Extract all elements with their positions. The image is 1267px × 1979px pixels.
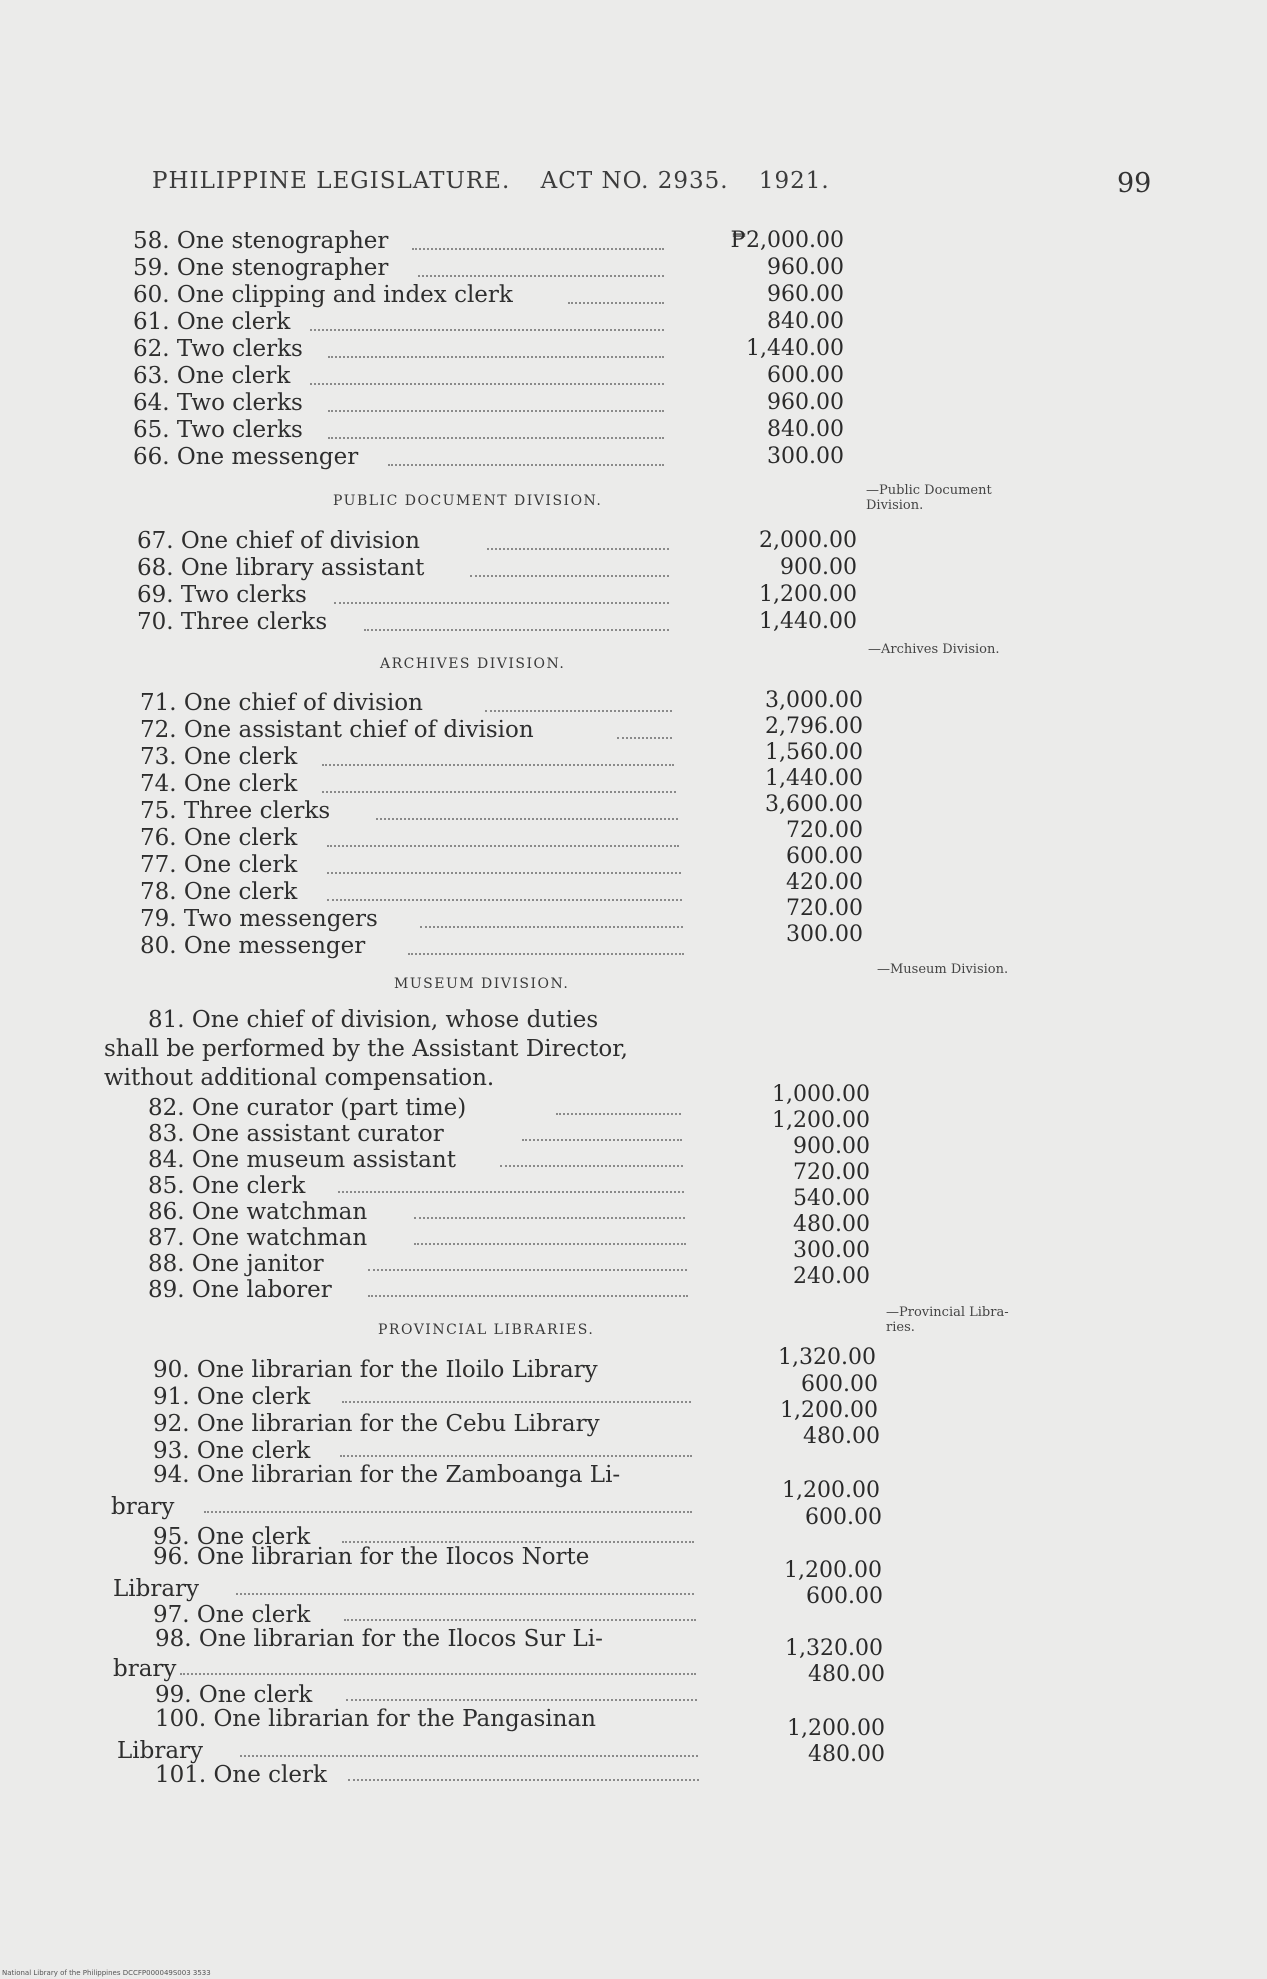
amount-93: 480.00 <box>803 1424 880 1449</box>
heading-archives-division: ARCHIVES DIVISION. <box>380 656 566 672</box>
item-97: 97. One clerk <box>153 1602 311 1628</box>
item-90: 90. One librarian for the Iloilo Library <box>153 1357 598 1383</box>
heading-provincial-libraries: PROVINCIAL LIBRARIES. <box>378 1322 595 1338</box>
header-year: 1921. <box>758 168 830 194</box>
amount-58: ₱2,000.00 <box>730 228 844 253</box>
leader-dots <box>412 248 664 250</box>
amount-88: 300.00 <box>793 1238 870 1263</box>
item-79: 79. Two messengers <box>140 906 378 932</box>
item-100-line1: 100. One librarian for the Pangasinan <box>155 1706 596 1732</box>
item-76: 76. One clerk <box>140 825 298 851</box>
item-82: 82. One curator (part time) <box>148 1095 467 1121</box>
leader-dots <box>408 953 684 955</box>
item-101: 101. One clerk <box>155 1762 327 1788</box>
amount-73: 1,560.00 <box>765 740 863 765</box>
heading-museum-division: MUSEUM DIVISION. <box>394 976 570 992</box>
amount-79: 720.00 <box>786 896 863 921</box>
leader-dots <box>388 464 664 466</box>
item-98-line1: 98. One librarian for the Ilocos Sur Li- <box>155 1626 603 1652</box>
amount-75: 3,600.00 <box>765 792 863 817</box>
margin-note-archives: —Archives Division. <box>868 642 1000 657</box>
leader-dots <box>342 1401 691 1403</box>
leader-dots <box>344 1619 696 1621</box>
amount-64: 960.00 <box>767 390 844 415</box>
item-87: 87. One watchman <box>148 1225 368 1251</box>
leader-dots <box>522 1139 682 1141</box>
item-75: 75. Three clerks <box>140 798 331 824</box>
amount-74: 1,440.00 <box>765 766 863 791</box>
margin-note-museum: —Museum Division. <box>877 962 1009 977</box>
leader-dots <box>327 872 681 874</box>
leader-dots <box>485 710 672 712</box>
item-67: 67. One chief of division <box>137 528 420 554</box>
item-77: 77. One clerk <box>140 852 298 878</box>
header-title: PHILIPPINE LEGISLATURE. <box>152 168 511 194</box>
amount-61: 840.00 <box>767 309 844 334</box>
amount-78: 420.00 <box>786 870 863 895</box>
leader-dots <box>204 1511 692 1513</box>
leader-dots <box>414 1217 685 1219</box>
item-98-line2: brary <box>113 1656 177 1682</box>
amount-70: 1,440.00 <box>759 609 857 634</box>
item-74: 74. One clerk <box>140 771 298 797</box>
item-86: 86. One watchman <box>148 1199 368 1225</box>
amount-92: 1,200.00 <box>780 1398 878 1423</box>
leader-dots <box>327 845 679 847</box>
amount-82: 1,000.00 <box>772 1082 870 1107</box>
leader-dots <box>338 1191 684 1193</box>
amount-94: 1,200.00 <box>782 1478 880 1503</box>
item-91: 91. One clerk <box>153 1384 311 1410</box>
item-85: 85. One clerk <box>148 1173 306 1199</box>
amount-98: 1,320.00 <box>785 1636 883 1661</box>
item-84: 84. One museum assistant <box>148 1147 456 1173</box>
margin-note-line: —Provincial Libra- <box>886 1305 1009 1320</box>
item-81-line3: without additional compensation. <box>104 1065 495 1091</box>
amount-71: 3,000.00 <box>765 688 863 713</box>
leader-dots <box>364 629 669 631</box>
item-59: 59. One stenographer <box>133 255 389 281</box>
leader-dots <box>368 1269 687 1271</box>
item-93: 93. One clerk <box>153 1438 311 1464</box>
leader-dots <box>556 1113 681 1115</box>
leader-dots <box>342 1541 694 1543</box>
amount-86: 540.00 <box>793 1186 870 1211</box>
item-65: 65. Two clerks <box>133 417 303 443</box>
leader-dots <box>418 275 664 277</box>
leader-dots <box>236 1593 694 1595</box>
scan-footer: National Library of the Philippines DCCFP000049S003 3533 <box>2 1969 211 1977</box>
amount-84: 900.00 <box>793 1134 870 1159</box>
item-68: 68. One library assistant <box>137 555 425 581</box>
leader-dots <box>310 329 664 331</box>
amount-85: 720.00 <box>793 1160 870 1185</box>
amount-95: 600.00 <box>805 1505 882 1530</box>
item-95: 95. One clerk <box>153 1524 311 1550</box>
leader-dots <box>568 302 664 304</box>
amount-68: 900.00 <box>780 555 857 580</box>
item-94-line1: 94. One librarian for the Zamboanga Li- <box>153 1462 621 1488</box>
leader-dots <box>376 818 678 820</box>
leader-dots <box>180 1673 696 1675</box>
amount-60: 960.00 <box>767 282 844 307</box>
amount-66: 300.00 <box>767 444 844 469</box>
leader-dots <box>310 383 664 385</box>
item-61: 61. One clerk <box>133 309 291 335</box>
leader-dots <box>240 1755 698 1757</box>
item-99: 99. One clerk <box>155 1682 313 1708</box>
amount-91: 600.00 <box>801 1372 878 1397</box>
item-58: 58. One stenographer <box>133 228 389 254</box>
leader-dots <box>500 1165 683 1167</box>
amount-100: 1,200.00 <box>787 1716 885 1741</box>
item-100-line2: Library <box>117 1738 204 1764</box>
margin-note-line: —Public Document <box>866 483 992 498</box>
leader-dots <box>327 899 682 901</box>
item-81-line2: shall be performed by the Assistant Director, <box>104 1036 628 1062</box>
item-60: 60. One clipping and index clerk <box>133 282 513 308</box>
amount-97: 600.00 <box>806 1584 883 1609</box>
margin-note-line: Division. <box>866 498 924 513</box>
item-78: 78. One clerk <box>140 879 298 905</box>
item-72: 72. One assistant chief of division <box>140 717 534 743</box>
item-89: 89. One laborer <box>148 1277 332 1303</box>
leader-dots <box>470 575 669 577</box>
amount-67: 2,000.00 <box>759 528 857 553</box>
page-number: 99 <box>1117 168 1152 199</box>
leader-dots <box>348 1779 699 1781</box>
leader-dots <box>368 1295 688 1297</box>
leader-dots <box>420 926 683 928</box>
heading-public-document-division: PUBLIC DOCUMENT DIVISION. <box>333 493 603 509</box>
amount-101: 480.00 <box>808 1742 885 1767</box>
item-92: 92. One librarian for the Cebu Library <box>153 1411 600 1437</box>
item-64: 64. Two clerks <box>133 390 303 416</box>
leader-dots <box>322 764 674 766</box>
amount-96: 1,200.00 <box>784 1558 882 1583</box>
running-header <box>152 168 852 194</box>
leader-dots <box>334 602 669 604</box>
amount-62: 1,440.00 <box>746 336 844 361</box>
leader-dots <box>322 791 676 793</box>
leader-dots <box>617 737 672 739</box>
header-act: ACT NO. 2935. <box>540 168 729 194</box>
amount-77: 600.00 <box>786 844 863 869</box>
amount-59: 960.00 <box>767 255 844 280</box>
item-69: 69. Two clerks <box>137 582 307 608</box>
amount-83: 1,200.00 <box>772 1108 870 1133</box>
item-73: 73. One clerk <box>140 744 298 770</box>
item-83: 83. One assistant curator <box>148 1121 444 1147</box>
leader-dots <box>414 1243 686 1245</box>
amount-76: 720.00 <box>786 818 863 843</box>
amount-99: 480.00 <box>808 1662 885 1687</box>
margin-note-line: ries. <box>886 1320 915 1335</box>
amount-90: 1,320.00 <box>778 1345 876 1370</box>
leader-dots <box>328 410 664 412</box>
item-96-line1: 96. One librarian for the Ilocos Norte <box>153 1544 590 1570</box>
item-96-line2: Library <box>113 1576 200 1602</box>
item-88: 88. One janitor <box>148 1251 324 1277</box>
leader-dots <box>487 548 669 550</box>
item-63: 63. One clerk <box>133 363 291 389</box>
amount-89: 240.00 <box>793 1264 870 1289</box>
amount-65: 840.00 <box>767 417 844 442</box>
leader-dots <box>328 356 664 358</box>
item-70: 70. Three clerks <box>137 609 328 635</box>
amount-80: 300.00 <box>786 922 863 947</box>
item-62: 62. Two clerks <box>133 336 303 362</box>
item-81-line1: 81. One chief of division, whose duties <box>148 1007 599 1033</box>
amount-69: 1,200.00 <box>759 582 857 607</box>
amount-72: 2,796.00 <box>765 714 863 739</box>
item-66: 66. One messenger <box>133 444 359 470</box>
amount-87: 480.00 <box>793 1212 870 1237</box>
margin-note-provincial <box>886 1305 1086 1335</box>
item-80: 80. One messenger <box>140 933 366 959</box>
amount-63: 600.00 <box>767 363 844 388</box>
leader-dots <box>328 437 664 439</box>
item-71: 71. One chief of division <box>140 690 423 716</box>
leader-dots <box>346 1699 697 1701</box>
item-94-line2: brary <box>111 1494 175 1520</box>
margin-note-public-document <box>866 483 1066 513</box>
leader-dots <box>340 1455 692 1457</box>
